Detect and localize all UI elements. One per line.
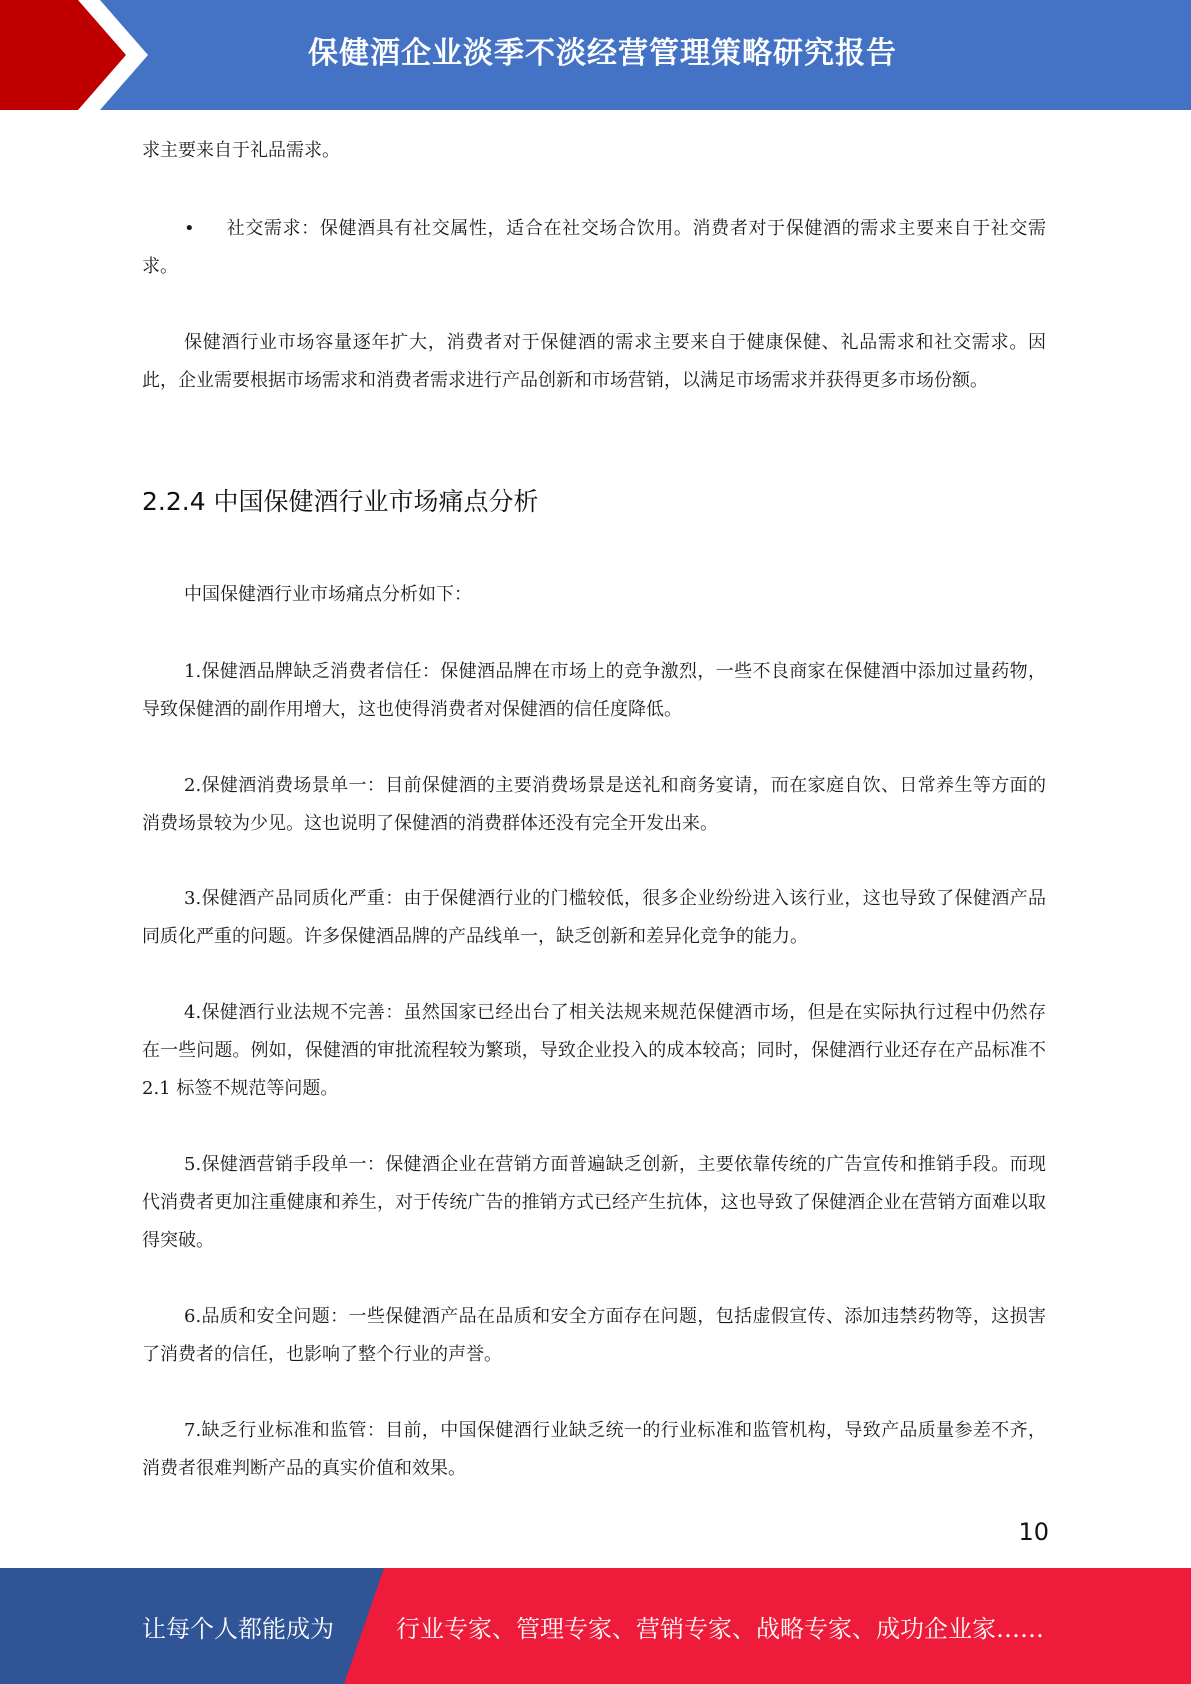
summary-paragraph: 保健酒行业市场容量逐年扩大，消费者对于保健酒的需求主要来自于健康保健、礼品需求和社交需求。因此，企业需要根据市场需求和消费者需求进行产品创新和市场营销，以满足市场需求并获得更多市场份额。 [142,332,1046,391]
report-title: 保健酒企业淡季不淡经营管理策略研究报告 [308,36,897,71]
page-number: 10 [1018,1518,1049,1546]
pain-point-4: 4.保健酒行业法规不完善：虽然国家已经出台了相关法规来规范保健酒市场，但是在实际执行过程中仍然存在一些问题。例如，保健酒的审批流程较为繁琐，导致企业投入的成本较高；同时，保健酒行业还存在产品标准不 2.1 标签不规范等问题。 [142,1002,1046,1099]
footer-slogan-left: 让每个人都能成为 [142,1614,334,1643]
section-intro: 中国保健酒行业市场痛点分析如下： [184,584,472,605]
pain-point-1: 1.保健酒品牌缺乏消费者信任：保健酒品牌在市场上的竞争激烈，一些不良商家在保健酒中添加过量药物，导致保健酒的副作用增大，这也使得消费者对保健酒的信任度降低。 [142,661,1046,720]
bullet-paragraph-social-demand [142,210,1046,286]
pain-point-7: 7.缺乏行业标准和监管：目前，中国保健酒行业缺乏统一的行业标准和监管机构，导致产品质量参差不齐，消费者很难判断产品的真实价值和效果。 [142,1420,1046,1479]
section-heading: 2.2.4 中国保健酒行业市场痛点分析 [142,487,539,516]
footer-slogan-right: 行业专家、管理专家、营销专家、战略专家、成功企业家…… [396,1614,1044,1643]
pain-point-5: 5.保健酒营销手段单一：保健酒企业在营销方面普遍缺乏创新，主要依靠传统的广告宣传和推销手段。而现代消费者更加注重健康和养生，对于传统广告的推销方式已经产生抗体，这也导致了保健酒企业在营销方面难以取得突破。 [142,1154,1046,1251]
bullet-icon: • [184,218,195,239]
page-header [0,0,1191,110]
bullet-text: 社交需求：保健酒具有社交属性，适合在社交场合饮用。消费者对于保健酒的需求主要来自于社交需求。 [142,218,1046,277]
pain-point-2: 2.保健酒消费场景单一：目前保健酒的主要消费场景是送礼和商务宴请，而在家庭自饮、日常养生等方面的消费场景较为少见。这也说明了保健酒的消费群体还没有完全开发出来。 [142,775,1046,834]
pain-point-6: 6.品质和安全问题：一些保健酒产品在品质和安全方面存在问题，包括虚假宣传、添加违禁药物等，这损害了消费者的信任，也影响了整个行业的声誉。 [142,1306,1046,1365]
continuation-paragraph: 求主要来自于礼品需求。 [142,140,340,161]
pain-point-3: 3.保健酒产品同质化严重：由于保健酒行业的门槛较低，很多企业纷纷进入该行业，这也导致了保健酒产品同质化严重的问题。许多保健酒品牌的产品线单一，缺乏创新和差异化竞争的能力。 [142,888,1046,947]
page-footer [0,1568,1191,1684]
